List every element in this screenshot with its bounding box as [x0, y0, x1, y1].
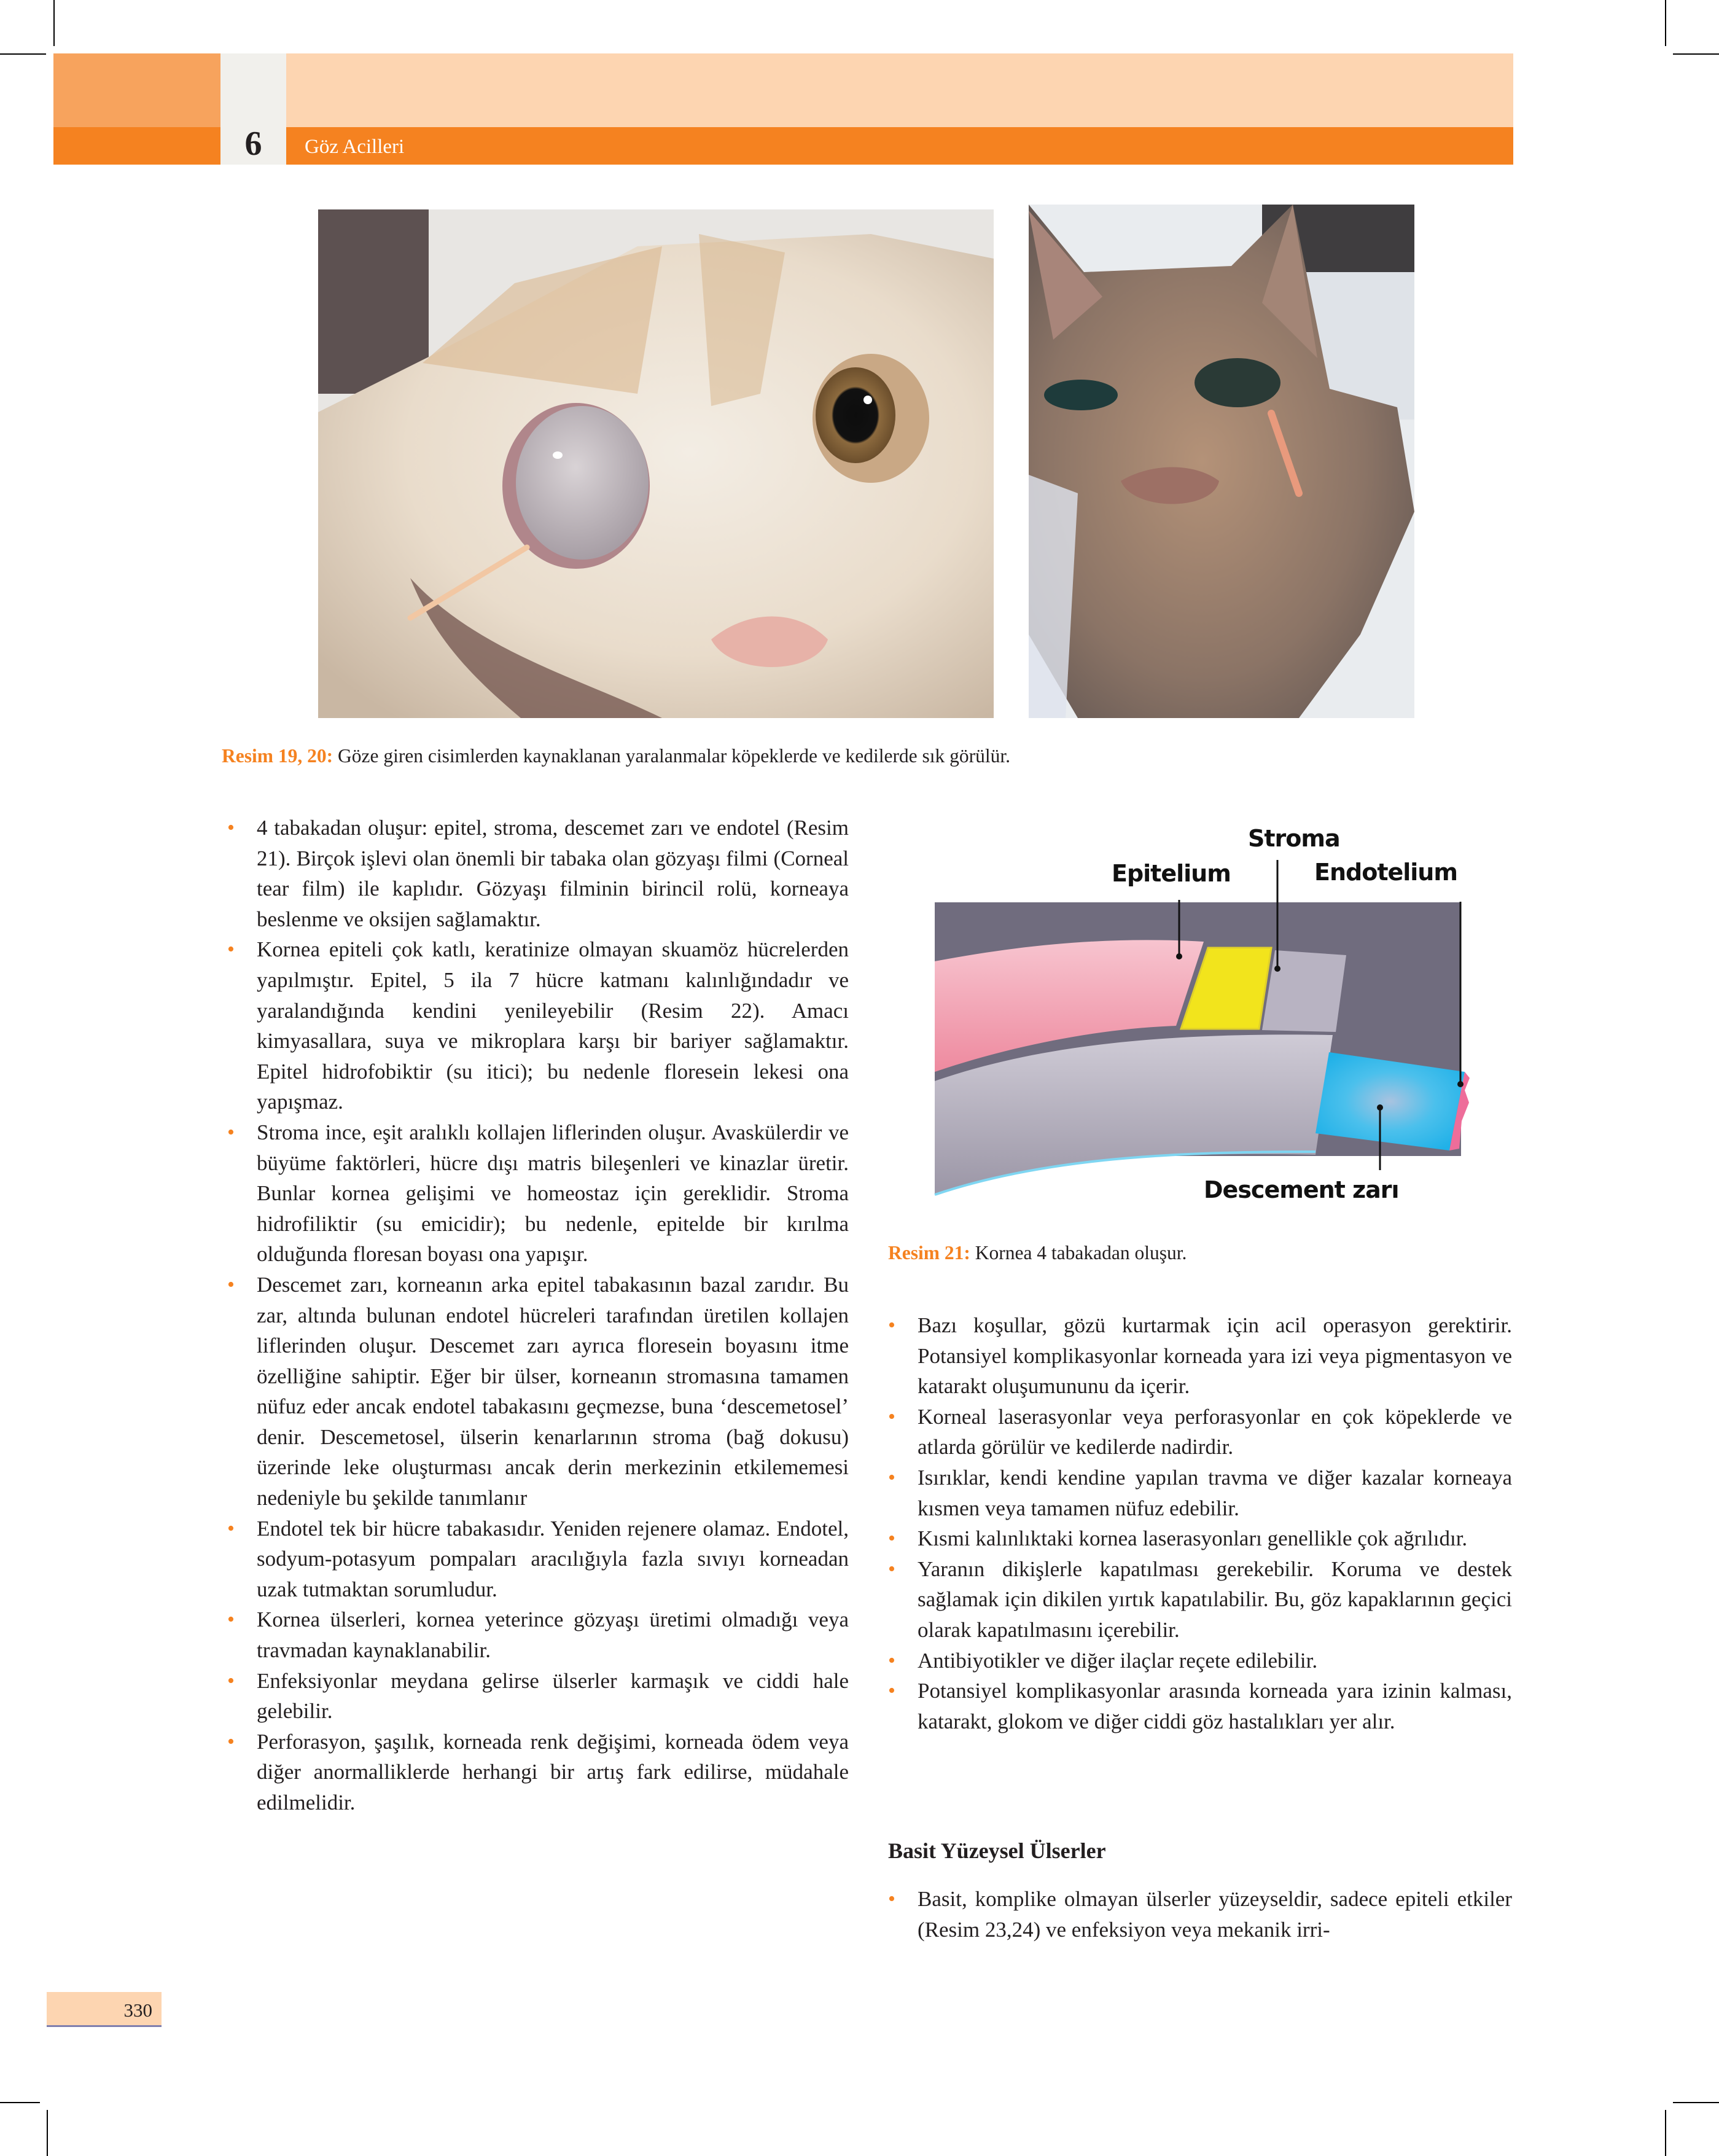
bullet-icon: • [227, 1730, 235, 1753]
bullet-icon: • [227, 1120, 235, 1144]
list-item-text: Kornea epiteli çok katlı, keratinize olmayan skuamöz hücrelerden yapılmıştır. Epitel, 5 ila 7 hücre katmanı kalınlığındadır ve yaralandığında kendini yenileyebilir (Resim 22). Amacı kimyasallara, suya ve mikroplara karşı bir bariyer sağlamaktır. Epitel hidrofobiktir (su itici); bu nedenle floresein lekesi ona yapışmaz. [257, 937, 849, 1114]
crop-mark [0, 2102, 40, 2103]
list-item-text: Antibiyotikler ve diğer ilaçlar reçete edilebilir. [918, 1648, 1318, 1673]
label-endotelium: Endotelium [1314, 859, 1457, 886]
header-block-left-light [53, 53, 220, 127]
list-item-text: Descemet zarı, korneanın arka epitel tabakasının bazal zarıdır. Bu zar, altında bulunan endotel hücreleri tarafından üretilen kollajen liflerinden oluşur. Descemet zarı ayrıca floresein boyasını itme özelliğine sahiptir. Eğer bir ülser, korneanın stromasına tamamen nüfuz eder ancak endotel tabakasını geçmezse, buna ‘descemetosel’ denir. Descemetosel, ülserin kenarlarının stroma (bağ dokusu) üzerinde leke oluşturması ancak derin merkezinin etkilememesi nedeniyle bu şekilde tanımlanır [257, 1272, 849, 1510]
header-block-right-dark [286, 127, 1513, 165]
list-item-text: Enfeksiyonlar meydana gelirse ülserler karmaşık ve ciddi hale gelebilir. [257, 1668, 849, 1724]
list-item-text: Potansiyel komplikasyonlar arasında korneada yara izinin kalması, katarakt, glokom ve diğer ciddi göz hastalıkları yer alır. [918, 1679, 1512, 1733]
bullet-icon: • [227, 938, 235, 961]
crop-mark [47, 2110, 48, 2156]
chapter-number: 6 [244, 125, 262, 163]
crop-mark [1665, 0, 1666, 46]
bullet-icon: • [888, 1679, 895, 1703]
list-item [227, 1270, 849, 1513]
descement-pointer-dot [1377, 1104, 1383, 1111]
list-item-text: Yaranın dikişlerle kapatılması gerekebilir. Koruma ve destek sağlamak için dikilen yırtık kapatılabilir. Bu, göz kapaklarının geçici olarak kapatılmasını içerebilir. [918, 1556, 1512, 1642]
label-descement-zari: Descement zarı [1204, 1176, 1399, 1203]
caption-label: Resim 19, 20: [222, 745, 333, 767]
bullet-icon: • [888, 1888, 895, 1910]
right-bullet-list [888, 1310, 1512, 1736]
list-item-text: Korneal laserasyonlar veya perforasyonlar en çok köpeklerde ve atlarda görülür ve kedilerde nadirdir. [918, 1404, 1512, 1459]
list-item [888, 1463, 1512, 1523]
page-number: 330 [47, 1992, 162, 2027]
bullet-icon: • [888, 1314, 895, 1337]
list-item-text: Kornea ülserleri, kornea yeterince gözyaşı üretimi olmadığı veya travmadan kaynaklanabilir. [257, 1607, 849, 1663]
header-block-left-dark [53, 127, 220, 165]
left-text-column [227, 813, 849, 1818]
bullet-icon: • [888, 1649, 895, 1672]
caption-text: Kornea 4 tabakadan oluşur. [970, 1242, 1187, 1264]
list-item [888, 1402, 1512, 1463]
list-item-text: Bazı koşullar, gözü kurtarmak için acil operasyon gerektirir. Potansiyel komplikasyonlar korneada yara izi veya pigmentasyon ve katarakt oluşumununu da içerir. [918, 1313, 1512, 1399]
figure-caption-resim-21 [888, 1241, 1187, 1265]
bullet-icon: • [888, 1405, 895, 1428]
epitelium-pointer-dot [1176, 953, 1182, 959]
bullet-icon: • [227, 1517, 235, 1540]
crop-mark [0, 53, 46, 55]
stroma-pointer-dot [1274, 966, 1280, 972]
cornea-layers-diagram [909, 814, 1499, 1222]
label-epitelium: Epitelium [1112, 860, 1231, 887]
header-block-right-light [286, 53, 1513, 127]
list-item [888, 1310, 1512, 1402]
crop-mark [1673, 2102, 1719, 2103]
list-item [227, 1666, 849, 1727]
list-item [888, 1646, 1512, 1676]
bullet-icon: • [227, 1273, 235, 1296]
list-item [227, 1117, 849, 1270]
bullet-icon: • [888, 1557, 895, 1580]
section-heading: Basit Yüzeysel Ülserler [888, 1838, 1106, 1863]
crop-mark [1665, 2110, 1666, 2156]
list-item-text: Stroma ince, eşit aralıklı kollajen liflerinden oluşur. Avaskülerdir ve büyüme faktörleri, hücre dışı matris bileşenleri ve kinazlar üretir. Bunlar kornea gelişimi ve homeostaz için gereklidir. Stroma hidrofiliktir (su emicidir); bu nedenle, epitelde bir kırılma olduğunda floresan boyası ona yapışır. [257, 1120, 849, 1267]
list-item-text: Isırıklar, kendi kendine yapılan travma ve diğer kazalar korneaya kısmen veya tamamen nüfuz edebilir. [918, 1465, 1512, 1520]
photo-tabby-cat [1029, 205, 1414, 718]
caption-label: Resim 21: [888, 1242, 970, 1264]
list-item [888, 1884, 1512, 1945]
tabby-cat-illustration [1029, 205, 1414, 718]
list-item [227, 813, 849, 934]
section-text-column [888, 1884, 1512, 1945]
list-item-text: Endotel tek bir hücre tabakasıdır. Yeniden rejenere olamaz. Endotel, sodyum-potasyum pompaları aracılığıyla fazla sıvıyı korneadan uzak tutmaktan sorumludur. [257, 1516, 849, 1601]
white-cat-illustration [318, 209, 994, 718]
list-item [227, 934, 849, 1117]
figure-caption-resim-19-20 [222, 744, 1010, 768]
crop-mark [1673, 53, 1719, 55]
list-item [227, 1513, 849, 1605]
list-item [888, 1554, 1512, 1646]
photo-white-cat [318, 209, 994, 718]
bullet-icon: • [227, 816, 235, 839]
list-item [227, 1604, 849, 1665]
list-item-text: 4 tabakadan oluşur: epitel, stroma, descemet zarı ve endotel (Resim 21). Birçok işlevi olan önemli bir tabaka olan gözyaşı filmi (Corneal tear film) ile kaplıdır. Gözyaşı filminin birincil rolü, korneaya beslenme ve oksijen sağlamaktır. [257, 816, 849, 931]
endotelium-pointer-dot [1457, 1081, 1464, 1087]
left-bullet-list [227, 813, 849, 1818]
bullet-icon: • [888, 1527, 895, 1550]
crop-mark [53, 0, 55, 46]
list-item [888, 1676, 1512, 1736]
list-item-text: Perforasyon, şaşılık, korneada renk değişimi, korneada ödem veya diğer anormalliklerde herhangi bir artış fark edilirse, müdahale edilmelidir. [257, 1729, 849, 1814]
list-item-text: Basit, komplike olmayan ülserler yüzeyseldir, sadece epiteli etkiler (Resim 23,24) ve enfeksiyon veya mekanik irri- [918, 1887, 1512, 1942]
stroma-top-layer [1262, 950, 1346, 1032]
chapter-title: Göz Acilleri [305, 136, 405, 158]
caption-text: Göze giren cisimlerden kaynaklanan yaralanmalar köpeklerde ve kedilerde sık görülür. [333, 745, 1011, 767]
bullet-icon: • [888, 1466, 895, 1489]
label-stroma: Stroma [1248, 825, 1340, 852]
bullet-icon: • [227, 1669, 235, 1692]
section-bullet-list [888, 1884, 1512, 1945]
list-item [888, 1523, 1512, 1554]
list-item-text: Kısmi kalınlıktaki kornea laserasyonları genellikle çok ağrılıdır. [918, 1526, 1468, 1551]
bullet-icon: • [227, 1608, 235, 1631]
list-item [227, 1727, 849, 1818]
right-text-column [888, 1310, 1512, 1736]
